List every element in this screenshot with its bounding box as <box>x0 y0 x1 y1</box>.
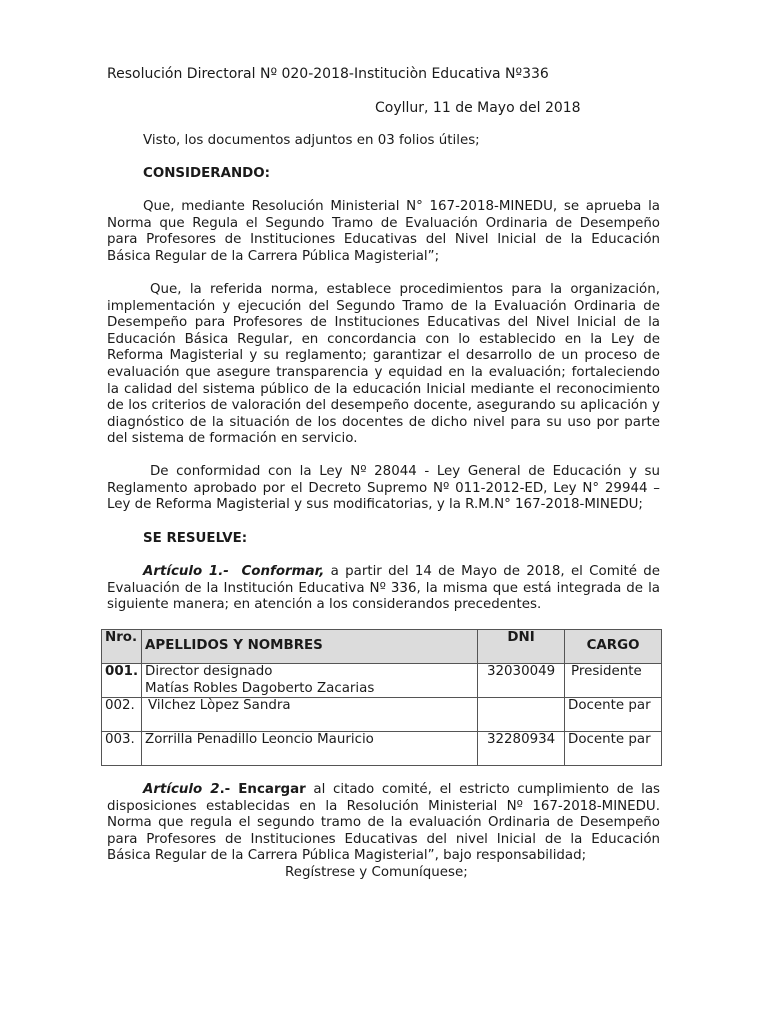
paragraph-3: De conformidad con la Ley Nº 28044 - Ley General de Educación y su Reglamento aprobado por el Decreto Supremo Nº 011-2012-ED, Ley N° 29944 – Ley de Reforma Magisterial y sus modificatorias, y la R.M.N° 167-2018-MINEDU; <box>107 464 660 513</box>
cell-dni: 32280934 <box>478 732 565 766</box>
header-dni: DNI <box>478 630 565 664</box>
cell-nro: 003. <box>102 732 142 766</box>
header-cargo: CARGO <box>565 630 662 664</box>
cell-nro: 001. <box>102 664 142 698</box>
considerando-heading: CONSIDERANDO: <box>143 166 271 181</box>
closing-line: Regístrese y Comuníquese; <box>285 865 468 880</box>
cell-dni <box>478 698 565 732</box>
header-nombres: APELLIDOS Y NOMBRES <box>142 630 478 664</box>
article-2: Artículo 2.- Encargar al citado comité, el estricto cumplimiento de las disposiciones establecidas en la Resolución Ministerial Nº 167-2018-MINEDU. Norma que regula el segundo tramo de la evaluación Ordinaria de Desempeño para Profesores de Instituciones Educativas del nivel Inicial de la Educación Básica Regular de la Carrera Pública Magisterial”, bajo responsabilidad; <box>107 782 661 864</box>
place-date: Coyllur, 11 de Mayo del 2018 <box>375 100 581 116</box>
cell-nombre: Zorrilla Penadillo Leoncio Mauricio <box>142 732 478 766</box>
table-row <box>102 664 662 698</box>
article-1: Artículo 1.- Conformar, a partir del 14 de Mayo de 2018, el Comité de Evaluación de la Institución Educativa Nº 336, la misma que está integrada de la siguiente manera; en atención a los considerandos precedentes. <box>107 564 660 613</box>
resolution-title: Resolución Directoral Nº 020-2018-Instituciòn Educativa Nº336 <box>107 66 549 82</box>
table-header-row <box>102 630 662 664</box>
table-row <box>102 698 662 732</box>
cell-dni: 32030049 <box>478 664 565 698</box>
paragraph-1: Que, mediante Resolución Ministerial N° 167-2018-MINEDU, se aprueba la Norma que Regula el Segundo Tramo de Evaluación Ordinaria de Desempeño para Profesores de Instituciones Educativas del Nivel Inicial de la Educación Básica Regular de la Carrera Pública Magisterial”; <box>107 199 660 264</box>
cell-cargo: Docente par <box>565 732 662 766</box>
visto-line: Visto, los documentos adjuntos en 03 folios útiles; <box>143 133 480 148</box>
header-nro: Nro. <box>102 630 142 664</box>
cell-cargo: Presidente <box>565 664 662 698</box>
paragraph-2: Que, la referida norma, establece procedimientos para la organización, implementación y ejecución del Segundo Tramo de la Evaluación Ordinaria de Desempeño para Profesores de Instituciones Educativas del Nivel Inicial de la Educación Básica Regular, en concordancia con lo establecido en la Ley de Reforma Magisterial y su reglamento; garantizar el desarrollo de un proceso de evaluación que asegure transparencia y equidad en la evaluación; fortaleciendo la calidad del sistema público de la educación Inicial mediante el reconocimiento de los criterios de valoración del desempeño docente, asegurando su aplicación y diagnóstico de la situación de los docentes de dicho nivel para su uso por parte del sistema de formación en servicio. <box>107 282 660 447</box>
cell-nombre: Vilchez Lòpez Sandra <box>142 698 478 732</box>
cell-nombre: Director designado Matías Robles Dagoberto Zacarias <box>142 664 478 698</box>
resuelve-heading: SE RESUELVE: <box>143 531 248 546</box>
table-row <box>102 732 662 766</box>
committee-table <box>101 629 662 766</box>
cell-nro: 002. <box>102 698 142 732</box>
cell-cargo: Docente par <box>565 698 662 732</box>
